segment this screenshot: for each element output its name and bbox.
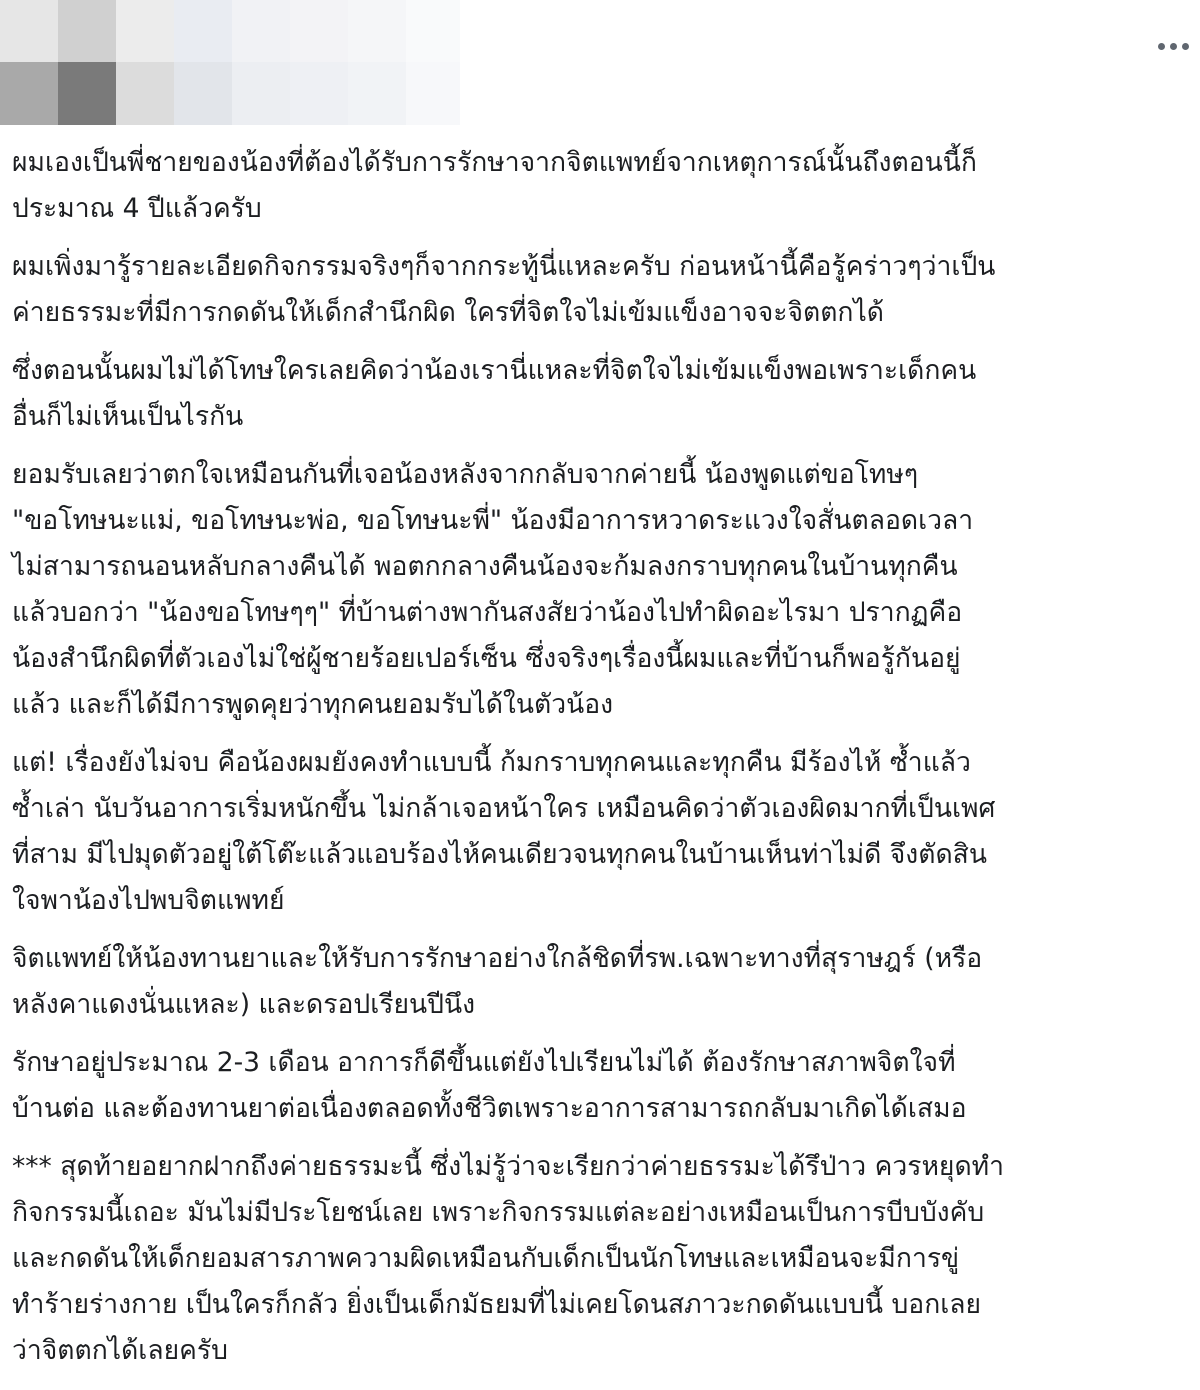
mosaic-tile <box>0 62 58 125</box>
mosaic-tile <box>348 0 406 62</box>
mosaic-tile <box>232 0 290 62</box>
mosaic-tile <box>406 62 460 125</box>
mosaic-tile <box>174 0 232 62</box>
post-paragraph-4: ยอมรับเลยว่าตกใจเหมือนกันที่เจอน้องหลังจากกลับจากค่ายนี้ น้องพูดแต่ขอโทษๆ "ขอโทษนะแม่, ขอโทษนะพ่อ, ขอโทษนะพี่" น้องมีอาการหวาดระแวงใจสั่นตลอดเวลา ไม่สามารถนอนหลับกลางคืนได้ พอตกกลางคืนน้องจะก้มลงกราบทุกคนในบ้านทุกคืน แล้วบอกว่า "น้องขอโทษๆๆ" ที่บ้านต่างพากันสงสัยว่าน้องไปทำผิดอะไรมา ปรากฏคือ น้องสำนึกผิดที่ตัวเองไม่ใช่ผู้ชายร้อยเปอร์เซ็น ซึ่งจริงๆเรื่องนี้ผมและที่บ้านก็พอรู้กันอยู่ แล้ว และก็ได้มีการพูดคุยว่าทุกคนยอมรับได้ในตัวน้อง <box>12 459 974 720</box>
mosaic-tile <box>58 0 116 62</box>
mosaic-tile <box>290 0 348 62</box>
post-paragraph-1: ผมเองเป็นพี่ชายของน้องที่ต้องได้รับการรักษาจากจิตแพทย์จากเหตุการณ์นั้นถึงตอนนี้ก็ ประมาณ 4 ปีแล้วครับ <box>12 147 977 224</box>
mosaic-tile <box>348 62 406 125</box>
mosaic-tile <box>58 62 116 125</box>
mosaic-tile <box>232 62 290 125</box>
post-paragraph-2: ผมเพิ่งมารู้รายละเอียดกิจกรรมจริงๆก็จากกระทู้นี่แหละครับ ก่อนหน้านี้คือรู้คร่าวๆว่าเป็น ค่ายธรรมะที่มีการกดดันให้เด็กสำนึกผิด ใครที่จิตใจไม่เข้มแข็งอาจจะจิตตกได้ <box>12 251 996 328</box>
mosaic-tile <box>290 62 348 125</box>
post-paragraph-5: แต่! เรื่องยังไม่จบ คือน้องผมยังคงทำแบบนี้ ก้มกราบทุกคนและทุกคืน มีร้องไห้ ซ้ำแล้ว ซ้ำเล่า นับวันอาการเริ่มหนักขึ้น ไม่กล้าเจอหน้าใคร เหมือนคิดว่าตัวเองผิดมากที่เป็นเพศ ที่สาม มีไปมุดตัวอยู่ใต้โต๊ะแล้วแอบร้องไห้คนเดียวจนทุกคนในบ้านเห็นท่าไม่ดี จึงตัดสิน ใจพาน้องไปพบจิตแพทย์ <box>12 747 996 916</box>
post-paragraph-3: ซึ่งตอนนั้นผมไม่ได้โทษใครเลยคิดว่าน้องเรานี่แหละที่จิตใจไม่เข้มแข็งพอเพราะเด็กคน อื่นก็ไม่เห็นเป็นไรกัน <box>12 355 977 432</box>
post-text <box>12 140 1190 1386</box>
more-horizontal-icon <box>1158 43 1189 50</box>
mosaic-tile <box>174 62 232 125</box>
mosaic-tile <box>0 0 58 62</box>
more-options-button[interactable] <box>1150 28 1196 64</box>
post-header <box>0 0 1200 130</box>
blurred-profile-area <box>0 0 460 125</box>
mosaic-tile <box>116 0 174 62</box>
post-paragraph-8: *** สุดท้ายอยากฝากถึงค่ายธรรมะนี้ ซึ่งไม่รู้ว่าจะเรียกว่าค่ายธรรมะได้รึป่าว ควรหยุดทำ กิจกรรมนี้เถอะ มันไม่มีประโยชน์เลย เพราะกิจกรรมแต่ละอย่างเหมือนเป็นการบีบบังคับ และกดดันให้เด็กยอมสารภาพความผิดเหมือนกับเด็กเป็นนักโทษและเหมือนจะมีการขู่ ทำร้ายร่างกาย เป็นใครก็กลัว ยิ่งเป็นเด็กมัธยมที่ไม่เคยโดนสภาวะกดดันแบบนี้ บอกเลย ว่าจิตตกได้เลยครับ <box>12 1151 1005 1366</box>
mosaic-tile <box>116 62 174 125</box>
mosaic-tile <box>406 0 460 62</box>
post-paragraph-7: รักษาอยู่ประมาณ 2-3 เดือน อาการก็ดีขึ้นแต่ยังไปเรียนไม่ได้ ต้องรักษาสภาพจิตใจที่ บ้านต่อ และต้องทานยาต่อเนื่องตลอดทั้งชีวิตเพราะอาการสามารถกลับมาเกิดได้เสมอ <box>12 1047 967 1124</box>
post-paragraph-6: จิตแพทย์ให้น้องทานยาและให้รับการรักษาอย่างใกล้ชิดที่รพ.เฉพาะทางที่สุราษฎร์ (หรือ หลังคาแดงนั่นแหละ) และดรอปเรียนปีนึง <box>12 943 983 1020</box>
